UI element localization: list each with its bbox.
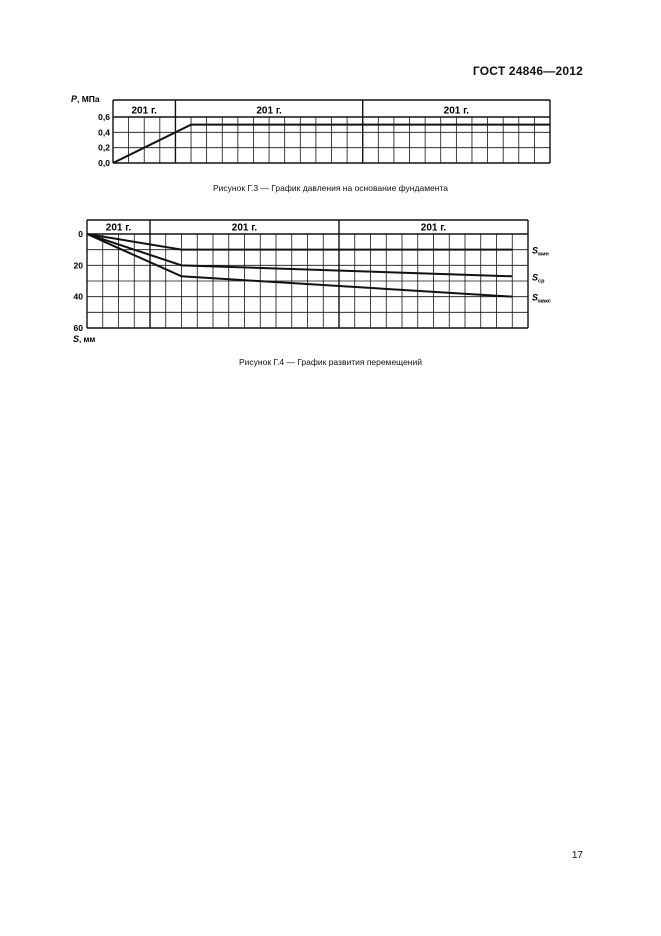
y-tick-label: 0,4	[98, 127, 110, 138]
y-tick-label: 0,6	[98, 112, 110, 122]
series-line	[87, 234, 512, 276]
series-label: $S_{ср}$	[532, 272, 545, 285]
period-label: 201 г.	[420, 222, 447, 234]
period-label: 201 г.	[131, 105, 157, 117]
series-label: $S_{макс}$	[532, 292, 551, 305]
y-tick-label: 20	[73, 260, 83, 271]
figure-4-chart	[0, 212, 661, 352]
y-tick-label: 0,2	[98, 142, 110, 153]
y-tick-label: 0,0	[98, 158, 110, 168]
figure-4-caption: Рисунок Г.4 — График развития перемещений	[239, 357, 422, 367]
page-number: 17	[571, 850, 583, 861]
y-tick-label: 40	[73, 291, 83, 302]
fig4-series-labels	[532, 246, 551, 305]
figure-3-caption: Рисунок Г.3 — График давления на основание фундамента	[213, 183, 448, 193]
fig3-ylabel-symbol: P	[71, 94, 78, 104]
fig4-ylabel-symbol: S	[73, 334, 80, 344]
period-label: 201 г.	[231, 222, 258, 234]
series-label: $S_{мин}$	[532, 245, 549, 258]
fig3-period-header	[132, 106, 470, 117]
fig4-ylabel-unit: , мм	[79, 335, 96, 344]
period-label: 201 г.	[443, 105, 470, 117]
fig3-ylabel-unit: , МПа	[77, 94, 100, 104]
fig4-y-ticks	[74, 229, 84, 333]
period-label: 201 г.	[105, 222, 132, 234]
fig3-y-ticks	[98, 112, 110, 168]
y-tick-label: 0	[78, 229, 83, 239]
period-label: 201 г.	[256, 105, 282, 117]
series-line	[87, 234, 512, 250]
standard-header: ГОСТ 24846—2012	[472, 64, 583, 78]
fig4-period-header	[106, 223, 447, 234]
y-tick-label: 60	[73, 323, 83, 333]
